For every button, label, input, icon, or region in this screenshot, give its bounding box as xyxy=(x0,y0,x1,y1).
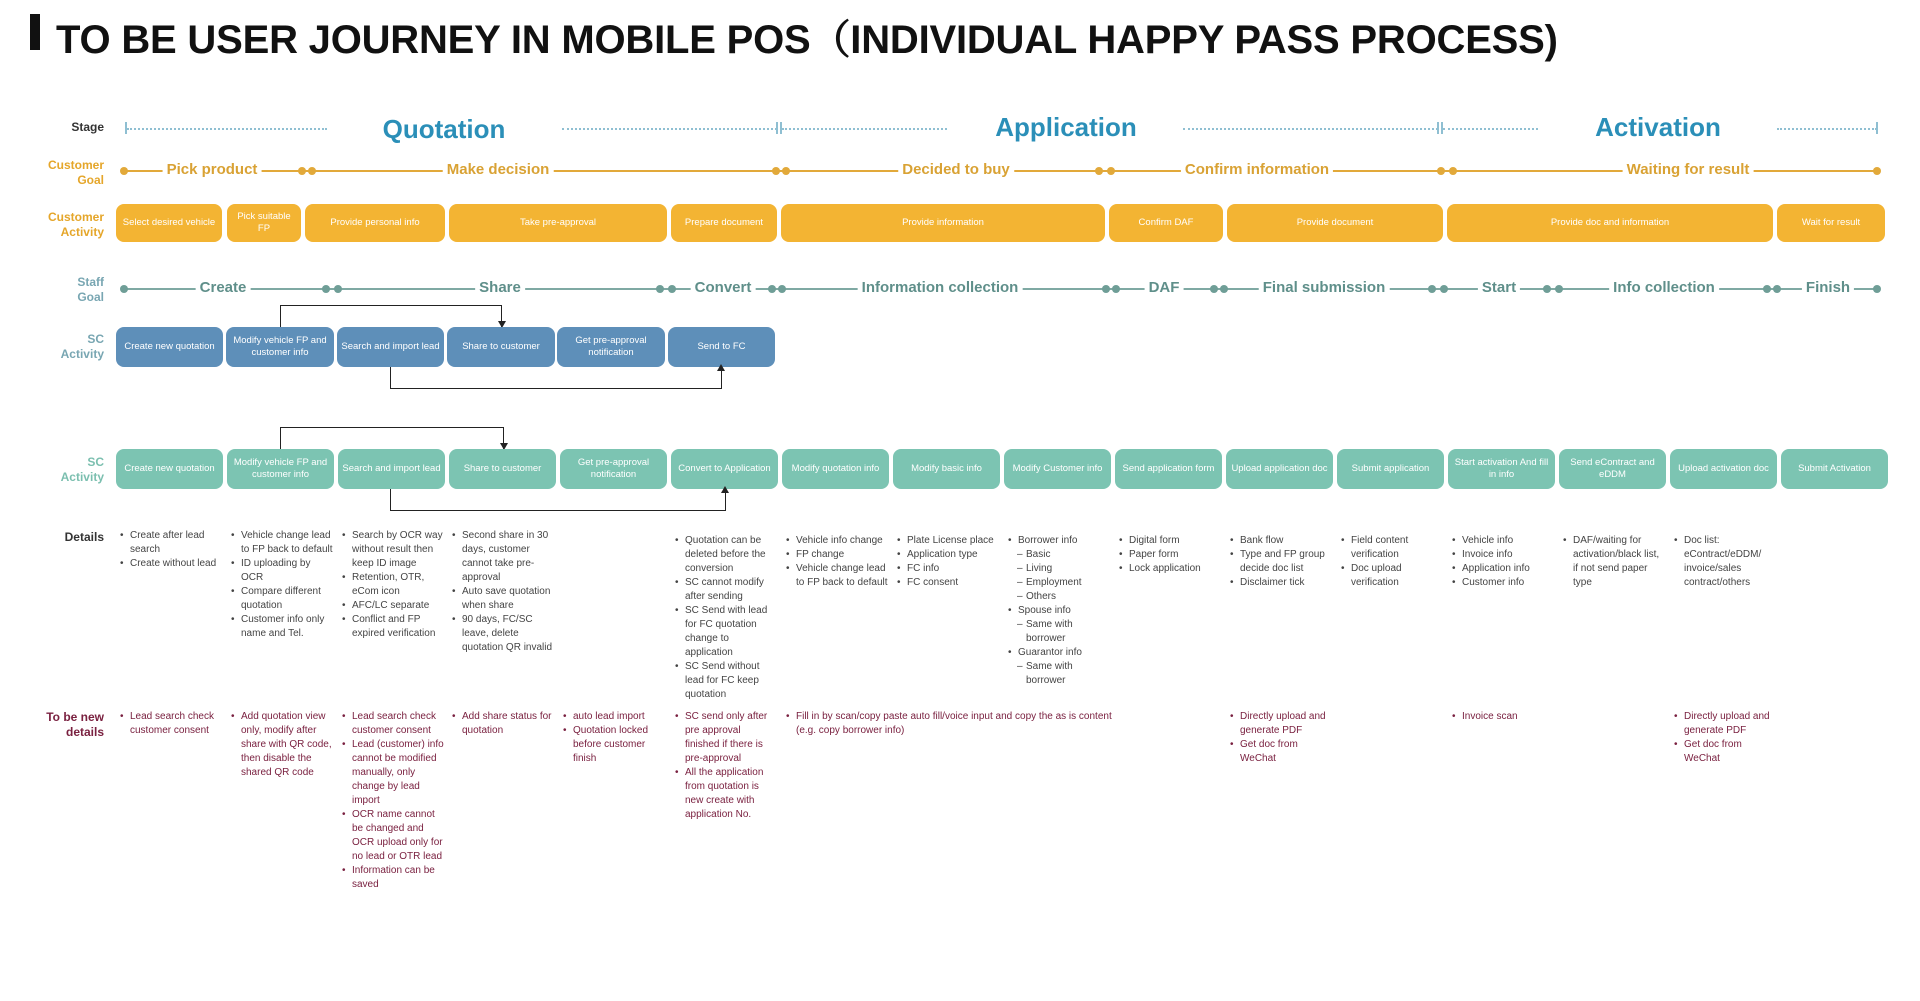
list-item: • AFC/LC separate xyxy=(342,599,444,613)
list-item: • SC Send without lead for FC keep quotation xyxy=(675,660,777,702)
staff-goal-convert: Convert xyxy=(691,279,756,296)
list-item: • ID uploading by OCR xyxy=(231,557,333,585)
details-list xyxy=(452,529,554,655)
goal-dot xyxy=(1555,285,1563,293)
sc-activity-new-box: Start activation And fill in info xyxy=(1448,449,1555,489)
details-list xyxy=(1452,534,1554,590)
new-details-list xyxy=(342,710,444,892)
stage-tick xyxy=(1437,122,1439,134)
details-list xyxy=(1119,534,1221,576)
list-item: • Add share status for quotation xyxy=(452,710,554,738)
stage-quotation: Quotation xyxy=(382,114,506,144)
list-item: • FC consent xyxy=(897,576,1009,590)
list-item: • Vehicle change lead to FP back to default xyxy=(786,562,888,590)
stage-tick xyxy=(776,122,778,134)
goal-dot xyxy=(1095,167,1103,175)
goal-dot xyxy=(656,285,664,293)
goal-dot xyxy=(1220,285,1228,293)
list-item: • Auto save quotation when share xyxy=(452,585,554,613)
details-list xyxy=(231,529,333,641)
sc-activity-current-box: Share to customer xyxy=(447,327,555,367)
list-item: • Doc upload verification xyxy=(1341,562,1443,590)
goal-dot xyxy=(1543,285,1551,293)
sc-activity-current-box: Search and import lead xyxy=(337,327,444,367)
list-item: • OCR name cannot be changed and OCR upload only for no lead or OTR lead xyxy=(342,808,444,864)
goal-dot xyxy=(1873,167,1881,175)
goal-dot xyxy=(1102,285,1110,293)
goal-dot xyxy=(308,167,316,175)
details-list xyxy=(1563,534,1665,590)
list-item: • FP change xyxy=(786,548,888,562)
list-item: • Guarantor info xyxy=(1008,646,1110,660)
list-item: • Get doc from WeChat xyxy=(1230,738,1332,766)
list-item: • Quotation locked before customer finish xyxy=(563,724,665,766)
goal-dot xyxy=(1440,285,1448,293)
customer-activity-box: Take pre-approval xyxy=(449,204,667,242)
details-list xyxy=(786,534,888,590)
sc-activity-new-box: Upload application doc xyxy=(1226,449,1333,489)
list-item: • Add quotation view only, modify after share with QR code, then disable the shared QR code xyxy=(231,710,333,780)
new-details-list xyxy=(1674,710,1776,766)
stage-activation: Activation xyxy=(1595,112,1721,142)
sc-activity-current-box: Get pre-approval notification xyxy=(557,327,665,367)
list-item: • Customer info xyxy=(1452,576,1554,590)
goal-dot xyxy=(1428,285,1436,293)
details-list xyxy=(1230,534,1332,590)
details-list xyxy=(675,534,777,702)
list-item: • Directly upload and generate PDF xyxy=(1674,710,1776,738)
staff-goal-information-collection: Information collection xyxy=(858,279,1023,296)
list-item: • Create without lead xyxy=(120,557,218,571)
staff-goal-final-submission: Final submission xyxy=(1259,279,1390,296)
sc-activity-new-box: Submit Activation xyxy=(1781,449,1888,489)
staff-goal-share: Share xyxy=(475,279,525,296)
sc-activity-new-box: Modify vehicle FP and customer info xyxy=(227,449,334,489)
list-item: • Paper form xyxy=(1119,548,1221,562)
list-item: • Borrower info xyxy=(1008,534,1110,548)
goal-dot xyxy=(1449,167,1457,175)
staff-goal-create: Create xyxy=(196,279,251,296)
goal-dot xyxy=(772,167,780,175)
title-marker xyxy=(30,14,40,50)
goal-dot xyxy=(782,167,790,175)
sc-activity-new-box: Convert to Application xyxy=(671,449,778,489)
list-item: • Digital form xyxy=(1119,534,1221,548)
goal-dot xyxy=(1773,285,1781,293)
goal-dot xyxy=(1112,285,1120,293)
goal-dot xyxy=(778,285,786,293)
staff-goal-start: Start xyxy=(1478,279,1520,296)
list-item: • Lock application xyxy=(1119,562,1221,576)
goal-dot xyxy=(768,285,776,293)
list-item: • Application type xyxy=(897,548,1009,562)
list-item: • Create after lead search xyxy=(120,529,218,557)
details-list xyxy=(342,529,444,641)
sc-activity-current-box: Create new quotation xyxy=(116,327,223,367)
sc-activity-new-box: Send eContract and eDDM xyxy=(1559,449,1666,489)
stage-tick xyxy=(1876,122,1878,134)
new-details-list xyxy=(1230,710,1332,766)
customer-activity-box: Provide personal info xyxy=(305,204,445,242)
list-item: – Basic xyxy=(1008,548,1110,562)
list-item: • Vehicle info xyxy=(1452,534,1554,548)
list-item: – Employment xyxy=(1008,576,1110,590)
goal-dot xyxy=(120,285,128,293)
goal-dot xyxy=(298,167,306,175)
customer-activity-box: Provide doc and information xyxy=(1447,204,1773,242)
list-item: • Invoice info xyxy=(1452,548,1554,562)
list-item: • Quotation can be deleted before the conversion xyxy=(675,534,777,576)
customer-activity-box: Provide document xyxy=(1227,204,1443,242)
connector-share xyxy=(280,427,504,449)
sc-activity-new-box: Share to customer xyxy=(449,449,556,489)
list-item: • Conflict and FP expired verification xyxy=(342,613,444,641)
staff-goal-daf: DAF xyxy=(1145,279,1184,296)
details-list xyxy=(1341,534,1443,590)
customer-goal-waiting-for-result: Waiting for result xyxy=(1623,161,1754,178)
list-item: • All the application from quotation is new create with application No. xyxy=(675,766,777,822)
list-item: • Disclaimer tick xyxy=(1230,576,1332,590)
goal-dot xyxy=(1210,285,1218,293)
customer-goal-make-decision: Make decision xyxy=(443,161,554,178)
details-list xyxy=(120,529,218,571)
staff-goal-finish: Finish xyxy=(1802,279,1854,296)
row-label-sc-activity-new: SC Activity xyxy=(60,455,104,484)
sc-activity-new-box: Search and import lead xyxy=(338,449,445,489)
sc-activity-new-box: Submit application xyxy=(1337,449,1444,489)
stage-divider xyxy=(1183,128,1438,130)
new-details-list xyxy=(1452,710,1554,724)
sc-activity-current-box: Modify vehicle FP and customer info xyxy=(226,327,334,367)
list-item: • Information can be saved xyxy=(342,864,444,892)
list-item: – Same with borrower xyxy=(1008,660,1110,688)
sc-activity-new-box: Modify basic info xyxy=(893,449,1000,489)
row-label-details: Details xyxy=(64,530,104,544)
connector-share xyxy=(280,305,502,327)
list-item: • Directly upload and generate PDF xyxy=(1230,710,1332,738)
details-list xyxy=(1674,534,1782,590)
list-item: • Spouse info xyxy=(1008,604,1110,618)
sc-activity-new-box: Get pre-approval notification xyxy=(560,449,667,489)
stage-divider xyxy=(1443,128,1538,130)
new-details-list xyxy=(675,710,777,822)
list-item: • Fill in by scan/copy paste auto fill/voice input and copy the as is content (e.g. copy borrower info) xyxy=(786,710,1116,738)
row-label-new-details: To be new details xyxy=(46,710,104,739)
list-item: • Bank flow xyxy=(1230,534,1332,548)
row-label-customer-goal: Customer Goal xyxy=(47,158,104,187)
list-item: • Lead search check customer consent xyxy=(342,710,444,738)
list-item: • Search by OCR way without result then keep ID image xyxy=(342,529,444,571)
row-label-sc-activity-current: SC Activity xyxy=(60,332,104,361)
sc-activity-new-box: Send application form xyxy=(1115,449,1222,489)
list-item: • Doc list: eContract/eDDM/ invoice/sales contract/others xyxy=(1674,534,1782,590)
arrow-up-icon xyxy=(721,486,729,493)
list-item: • auto lead import xyxy=(563,710,665,724)
list-item: • Second share in 30 days, customer cannot take pre-approval xyxy=(452,529,554,585)
details-list xyxy=(1008,534,1110,688)
sc-activity-new-box: Upload activation doc xyxy=(1670,449,1777,489)
customer-activity-box: Confirm DAF xyxy=(1109,204,1223,242)
goal-dot xyxy=(120,167,128,175)
list-item: • Get doc from WeChat xyxy=(1674,738,1776,766)
connector-convert xyxy=(390,489,726,511)
customer-activity-box: Wait for result xyxy=(1777,204,1885,242)
stage-divider xyxy=(127,128,327,130)
list-item: • Lead (customer) info cannot be modified manually, only change by lead import xyxy=(342,738,444,808)
stage-application: Application xyxy=(995,112,1137,142)
sc-activity-new-box: Modify Customer info xyxy=(1004,449,1111,489)
new-details-list xyxy=(786,710,1116,738)
goal-dot xyxy=(1437,167,1445,175)
new-details-list xyxy=(452,710,554,738)
customer-goal-confirm-information: Confirm information xyxy=(1181,161,1333,178)
new-details-list xyxy=(120,710,218,738)
list-item: • DAF/waiting for activation/black list, if not send paper type xyxy=(1563,534,1665,590)
list-item: • Retention, OTR, eCom icon xyxy=(342,571,444,599)
list-item: • Application info xyxy=(1452,562,1554,576)
list-item: • Customer info only name and Tel. xyxy=(231,613,333,641)
row-label-staff-goal: Staff Goal xyxy=(77,275,104,304)
stage-divider xyxy=(1777,128,1877,130)
customer-goal-decided-to-buy: Decided to buy xyxy=(898,161,1014,178)
customer-activity-box: Prepare document xyxy=(671,204,777,242)
customer-goal-pick-product: Pick product xyxy=(163,161,262,178)
list-item: – Others xyxy=(1008,590,1110,604)
list-item: • Type and FP group decide doc list xyxy=(1230,548,1332,576)
staff-goal-info-collection: Info collection xyxy=(1609,279,1719,296)
row-label-customer-activity: Customer Activity xyxy=(47,210,104,239)
list-item: • FC info xyxy=(897,562,1009,576)
list-item: • SC Send with lead for FC quotation change to application xyxy=(675,604,777,660)
page-title: TO BE USER JOURNEY IN MOBILE POS（INDIVIDUAL HAPPY PASS PROCESS) xyxy=(56,18,1558,62)
goal-dot xyxy=(334,285,342,293)
list-item: • Lead search check customer consent xyxy=(120,710,218,738)
goal-dot xyxy=(1763,285,1771,293)
list-item: – Living xyxy=(1008,562,1110,576)
list-item: • SC send only after pre approval finished if there is pre-approval xyxy=(675,710,777,766)
goal-dot xyxy=(1107,167,1115,175)
details-list xyxy=(897,534,1009,590)
list-item: • Plate License place xyxy=(897,534,1009,548)
list-item: • Invoice scan xyxy=(1452,710,1554,724)
goal-dot xyxy=(1873,285,1881,293)
list-item: • Field content verification xyxy=(1341,534,1443,562)
goal-dot xyxy=(668,285,676,293)
list-item: • Compare different quotation xyxy=(231,585,333,613)
connector-send xyxy=(390,367,722,389)
sc-activity-new-box: Modify quotation info xyxy=(782,449,889,489)
list-item: – Same with borrower xyxy=(1008,618,1110,646)
list-item: • Vehicle change lead to FP back to default xyxy=(231,529,333,557)
stage-divider xyxy=(782,128,947,130)
row-label-stage: Stage xyxy=(71,120,104,134)
list-item: • SC cannot modify after sending xyxy=(675,576,777,604)
list-item: • Vehicle info change xyxy=(786,534,888,548)
customer-activity-box: Select desired vehicle xyxy=(116,204,222,242)
customer-activity-box: Pick suitable FP xyxy=(227,204,301,242)
new-details-list xyxy=(563,710,665,766)
new-details-list xyxy=(231,710,333,780)
sc-activity-current-box: Send to FC xyxy=(668,327,775,367)
list-item: • 90 days, FC/SC leave, delete quotation QR invalid xyxy=(452,613,554,655)
stage-divider xyxy=(562,128,777,130)
arrow-up-icon xyxy=(717,364,725,371)
customer-activity-box: Provide information xyxy=(781,204,1105,242)
sc-activity-new-box: Create new quotation xyxy=(116,449,223,489)
goal-dot xyxy=(322,285,330,293)
